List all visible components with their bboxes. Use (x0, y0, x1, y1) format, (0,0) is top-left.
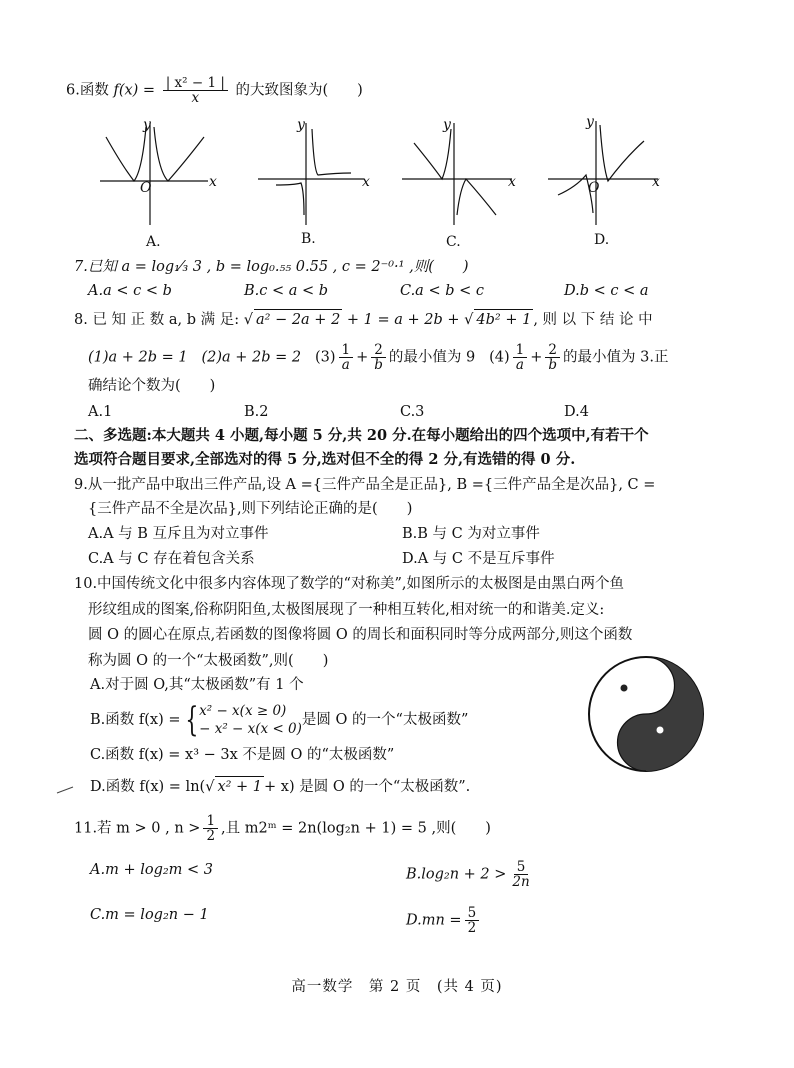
q11-option-d: D.mn = $\frac{5}{2}$ (406, 906, 482, 935)
q9-option-a: A.A 与 B 互斥且为对立事件 (88, 526, 269, 542)
q8-option-a: A.1 (88, 404, 113, 420)
graph-d-y-label: y (586, 114, 594, 130)
graph-d-origin: O (588, 180, 600, 196)
q7-option-c: C.a < b < c (400, 283, 484, 299)
graph-c-x-label: x (508, 174, 516, 190)
q10-stem-line1: 10.中国传统文化中很多内容体现了数学的“对称美”,如图所示的太极图是由黑白两个鱼 (74, 576, 624, 592)
q10-stem-line3: 圆 O 的圆心在原点,若函数的图像将圆 O 的周长和面积同时等分成两部分,则这个函数 (88, 627, 633, 643)
q10-option-c: C.函数 f(x) = x³ − 3x 不是圆 O 的“太极函数” (90, 747, 395, 763)
q7-option-d: D.b < c < a (564, 283, 649, 299)
q9-stem-line1: 9.从一批产品中取出三件产品,设 A ={三件产品全是正品}, B ={三件产品全是次品}, C = (74, 477, 656, 493)
page-footer: 高一数学 第 2 页 (共 4 页) (291, 979, 503, 995)
q6-stem: 6.函数 f(x) = $\frac{\text{| x² − 1 |}}{x}$ 的大致图象为( ) (66, 75, 363, 106)
graph-d (546, 113, 666, 228)
q9-option-c: C.A 与 C 存在着包含关系 (88, 551, 255, 567)
option-b-label: B. (301, 231, 316, 247)
q11-option-a: A.m + log₂m < 3 (90, 862, 214, 878)
section-2-heading: 二、多选题:本大题共 4 小题,每小题 5 分,共 20 分.在每小题给出的四个选项中,有若干个 (74, 427, 649, 444)
q10-stem-line4: 称为圆 O 的一个“太极函数”,则( ) (88, 653, 329, 669)
graph-b-y-label: y (297, 117, 305, 133)
option-d-label: D. (594, 232, 610, 248)
q10-option-d: D.函数 f(x) = ln(√ x² + 1 + x) 是圆 O 的一个“太极函数”. (90, 776, 470, 797)
q8-stem: 8. 已 知 正 数 a, b 满 足: √ a² − 2a + 2 + 1 = a + 2b + √ 4b² + 1 , 则 以 下 结 论 中 (74, 309, 653, 330)
option-a-label: A. (146, 234, 161, 250)
q7-option-b: B.c < a < b (244, 283, 329, 299)
section-2-instructions: 选项符合题目要求,全部选对的得 5 分,选对但不全的得 2 分,有选错的得 0 分. (74, 451, 576, 468)
q8-conclusions: (1)a + 2b = 1 (2)a + 2b = 2 (3) $\frac{1}{a}$ + $\frac{2}{b}$ 的最小值为 9 (4) $\frac{1}{a}$ + $\frac{2}{b}$ 的最小值为 3.正 (88, 342, 669, 373)
q10-option-b: B.函数 f(x) = {x² − x(x ≥ 0) − x² − x(x < 0)是圆 O 的一个“太极函数” (90, 700, 469, 740)
q8-stem-end: 确结论个数为( ) (88, 378, 216, 394)
q7-option-a: A.a < c < b (88, 283, 172, 299)
graph-a-origin: O (140, 180, 152, 196)
taiji-diagram (586, 654, 706, 774)
graph-c (400, 115, 520, 230)
graph-b (256, 115, 371, 230)
graph-d-x-label: x (652, 174, 660, 190)
graph-a-y-label: y (143, 117, 151, 133)
graph-c-y-label: y (443, 117, 451, 133)
q11-option-c: C.m = log₂n − 1 (90, 907, 209, 923)
q11-option-b: B.log₂n + 2 > $\frac{5}{2n}$ (406, 859, 530, 890)
graph-a-x-label: x (209, 174, 217, 190)
q8-option-c: C.3 (400, 404, 425, 420)
q8-option-b: B.2 (244, 404, 269, 420)
pencil-mark (56, 786, 74, 794)
option-c-label: C. (446, 234, 461, 250)
q10-option-a: A.对于圆 O,其“太极函数”有 1 个 (90, 677, 304, 693)
q10-stem-line2: 形纹组成的图案,俗称阴阳鱼,太极图展现了一种相互转化,相对统一的和谐美.定义: (88, 602, 605, 618)
q9-stem-line2: {三件产品不全是次品},则下列结论正确的是( ) (88, 501, 413, 517)
q7-stem: 7.已知 a = log₁⁄₃ 3 , b = log₀.₅₅ 0.55 , c = 2⁻⁰·¹ ,则( ) (74, 259, 469, 275)
q9-option-b: B.B 与 C 为对立事件 (402, 526, 540, 542)
q8-option-d: D.4 (564, 404, 589, 420)
q9-option-d: D.A 与 C 不是互斥事件 (402, 551, 555, 567)
q11-stem: 11.若 m > 0 , n > $\frac{1}{2}$ ,且 m2ᵐ = 2n(log₂n + 1) = 5 ,则( ) (74, 813, 491, 844)
graph-a (98, 115, 223, 230)
q6-fraction: $\frac{\text{| x² − 1 |}}{x}$ (163, 76, 228, 105)
graph-b-x-label: x (362, 174, 370, 190)
